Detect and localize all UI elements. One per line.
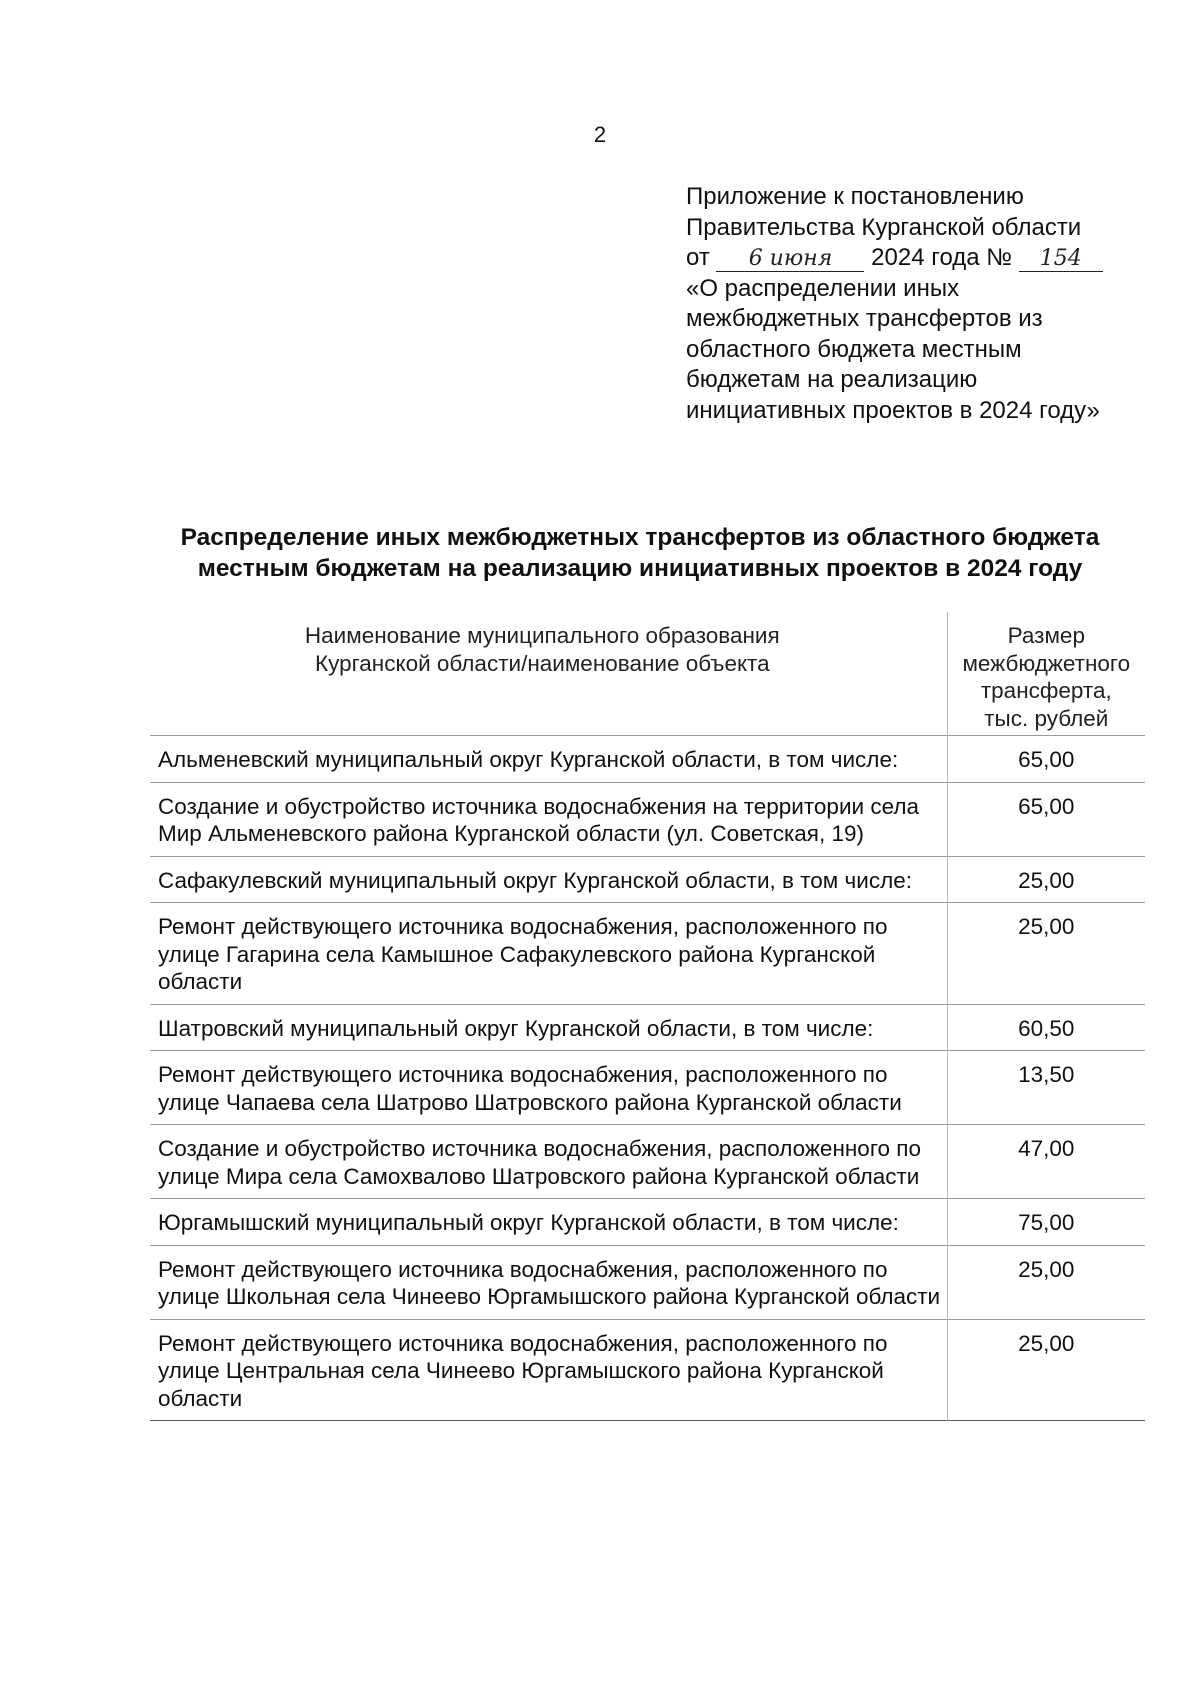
row-amount: 25,00 bbox=[947, 903, 1145, 1005]
header-amount bbox=[947, 612, 1145, 736]
row-name: Шатровский муниципальный округ Курганской области, в том числе: bbox=[158, 1015, 874, 1041]
row-amount: 65,00 bbox=[947, 736, 1145, 783]
handwritten-date: 6 июня bbox=[716, 247, 864, 272]
appendix-line-1: Приложение к постановлению bbox=[686, 183, 1024, 210]
table-row bbox=[150, 782, 1145, 856]
row-name: Ремонт действующего источника водоснабжения, расположенного по улице Школьная села Чинеево Юргамышского района Курганской области bbox=[158, 1256, 941, 1309]
header-name-line-2: Курганской области/наименование объекта bbox=[314, 650, 770, 676]
table-row bbox=[150, 736, 1145, 783]
table-row bbox=[150, 1125, 1145, 1199]
appendix-line-6: областного бюджета местным bbox=[686, 335, 1022, 363]
appendix-line-5: межбюджетных трансфертов из bbox=[686, 305, 1043, 332]
row-amount: 25,00 bbox=[947, 1245, 1145, 1319]
row-amount: 60,50 bbox=[947, 1004, 1145, 1051]
page-number: 2 bbox=[593, 122, 607, 147]
header-name-line-1: Наименование муниципального образования bbox=[304, 623, 780, 648]
appendix-line-4: «О распределении иных bbox=[686, 274, 960, 302]
document-title bbox=[140, 522, 1140, 584]
title-line-1: Распределение иных межбюджетных трансфертов из областного бюджета bbox=[180, 524, 1100, 551]
table-row bbox=[150, 1051, 1145, 1125]
title-line-2: местным бюджетам на реализацию инициативных проектов в 2024 году bbox=[197, 555, 1083, 582]
row-name: Ремонт действующего источника водоснабжения, расположенного по улице Чапаева села Шатрово Шатровского района Курганской области bbox=[158, 1062, 902, 1115]
table-row bbox=[150, 1199, 1145, 1246]
appendix-line-7: бюджетам на реализацию bbox=[686, 366, 978, 393]
appendix-line-8: инициативных проектов в 2024 году» bbox=[686, 396, 1100, 424]
handwritten-number: 154 bbox=[1019, 247, 1103, 272]
table-row bbox=[150, 903, 1145, 1005]
row-name: Сафакулевский муниципальный округ Курганской области, в том числе: bbox=[158, 867, 912, 893]
header-amount-line-4: тыс. рублей bbox=[984, 705, 1109, 731]
header-amount-line-3: трансферта, bbox=[980, 678, 1112, 703]
header-amount-line-2: межбюджетного bbox=[962, 650, 1131, 676]
table-header-row bbox=[150, 612, 1145, 736]
appendix-header bbox=[686, 182, 1156, 426]
row-amount: 65,00 bbox=[947, 782, 1145, 856]
table-row bbox=[150, 1319, 1145, 1421]
header-name bbox=[150, 612, 947, 736]
row-name: Юргамышский муниципальный округ Курганской области, в том числе: bbox=[158, 1210, 899, 1235]
row-name: Альменевский муниципальный округ Курганской области, в том числе: bbox=[158, 747, 899, 772]
row-amount: 25,00 bbox=[947, 856, 1145, 903]
row-amount: 25,00 bbox=[947, 1319, 1145, 1421]
row-name: Создание и обустройство источника водоснабжения, расположенного по улице Мира села Самохвалово Шатровского района Курганской области bbox=[158, 1136, 921, 1189]
appendix-line-2: Правительства Курганской области bbox=[686, 213, 1082, 241]
date-prefix: от bbox=[686, 244, 710, 271]
year-text: 2024 года № bbox=[871, 244, 1013, 271]
row-amount: 13,50 bbox=[947, 1051, 1145, 1125]
table-row bbox=[150, 856, 1145, 903]
distribution-table bbox=[150, 612, 1145, 1421]
row-name: Ремонт действующего источника водоснабжения, расположенного по улице Гагарина села Камышное Сафакулевского района Курганской области bbox=[158, 914, 888, 994]
row-name: Создание и обустройство источника водоснабжения на территории села Мир Альменевского района Курганской области (ул. Советская, 19) bbox=[158, 793, 919, 846]
appendix-date-line bbox=[686, 243, 1156, 274]
table-row bbox=[150, 1004, 1145, 1051]
row-name: Ремонт действующего источника водоснабжения, расположенного по улице Центральная села Чинеево Юргамышского района Курганской области bbox=[158, 1330, 888, 1411]
row-amount: 47,00 bbox=[947, 1125, 1145, 1199]
table-row bbox=[150, 1245, 1145, 1319]
row-amount: 75,00 bbox=[947, 1199, 1145, 1246]
header-amount-line-1: Размер bbox=[1007, 623, 1085, 648]
